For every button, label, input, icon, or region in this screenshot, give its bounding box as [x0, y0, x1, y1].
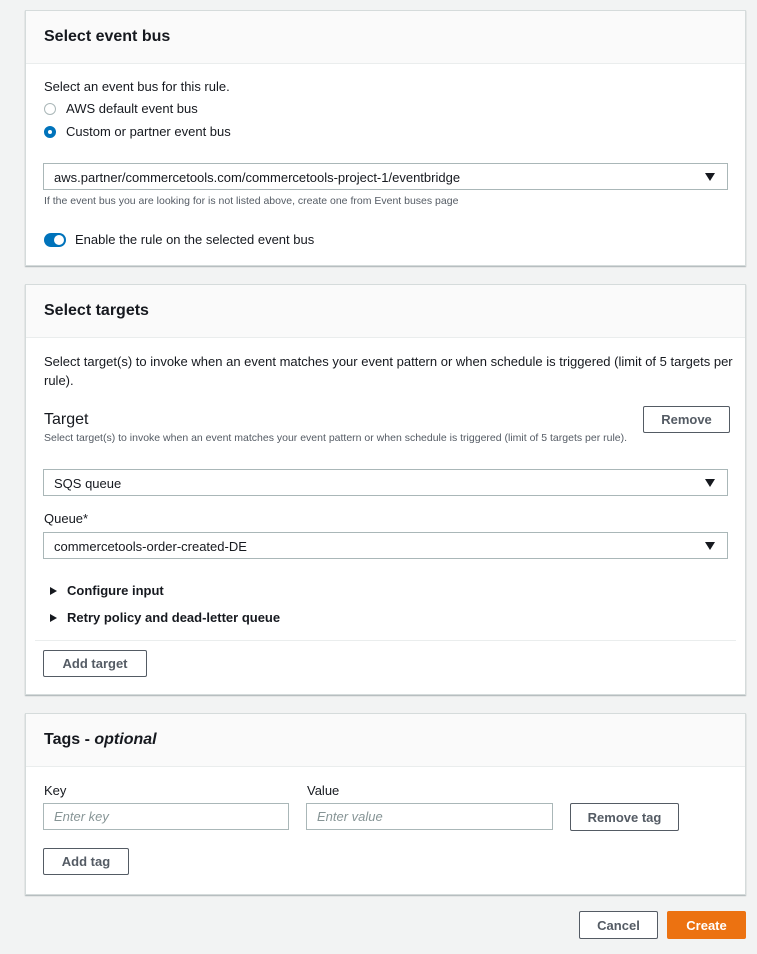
tag-key-label: Key	[44, 783, 67, 798]
targets-divider	[35, 640, 736, 641]
radio-custom-partner-label: Custom or partner event bus	[66, 124, 231, 139]
retry-policy-label: Retry policy and dead-letter queue	[67, 610, 281, 625]
tag-value-input[interactable]	[306, 803, 553, 830]
caret-right-icon	[50, 614, 57, 622]
enable-rule-toggle-label: Enable the rule on the selected event bus	[75, 232, 315, 247]
chevron-down-icon	[705, 542, 715, 550]
event-bus-panel	[25, 10, 746, 266]
radio-aws-default[interactable]	[44, 101, 198, 116]
event-bus-select[interactable]	[43, 163, 728, 190]
create-button[interactable]: Create	[667, 911, 746, 939]
targets-panel-title: Select targets	[26, 285, 745, 338]
target-heading: Target	[44, 411, 89, 428]
target-type-select[interactable]	[43, 469, 728, 496]
event-bus-intro: Select an event bus for this rule.	[44, 79, 230, 94]
tags-panel-title	[26, 714, 745, 767]
enable-rule-toggle[interactable]	[44, 233, 66, 247]
cancel-button[interactable]: Cancel	[579, 911, 658, 939]
caret-right-icon	[50, 587, 57, 595]
remove-target-button[interactable]: Remove	[643, 406, 730, 433]
tag-value-label: Value	[307, 783, 340, 798]
tags-panel	[25, 713, 746, 895]
event-bus-panel-title: Select event bus	[26, 11, 745, 64]
tags-title-text: Tags -	[44, 731, 95, 748]
event-bus-hint: If the event bus you are looking for is not listed above, create one from Event buses page	[44, 195, 459, 207]
chevron-down-icon	[705, 173, 715, 181]
target-type-value: SQS queue	[54, 476, 122, 491]
configure-input-label: Configure input	[67, 583, 164, 598]
targets-intro: Select target(s) to invoke when an event matches your event pattern or when schedule is triggered (limit of 5 targets per rule).	[44, 354, 733, 388]
queue-select[interactable]	[43, 532, 728, 559]
radio-aws-default-label: AWS default event bus	[66, 101, 198, 116]
configure-input-expander[interactable]	[50, 583, 164, 598]
retry-policy-expander[interactable]	[50, 610, 280, 625]
radio-aws-default-circle[interactable]	[44, 103, 56, 115]
queue-select-value: commercetools-order-created-DE	[54, 539, 247, 554]
targets-panel	[25, 284, 746, 695]
chevron-down-icon	[705, 479, 715, 487]
toggle-knob	[54, 235, 64, 245]
tags-title-optional: optional	[94, 731, 157, 748]
target-description: Select target(s) to invoke when an event matches your event pattern or when schedule is triggered (limit of 5 targets per rule).	[44, 432, 628, 444]
add-target-button[interactable]: Add target	[43, 650, 147, 677]
tag-key-input[interactable]	[43, 803, 289, 830]
event-bus-select-value: aws.partner/commercetools.com/commercetools-project-1/eventbridge	[54, 170, 461, 185]
add-tag-button[interactable]: Add tag	[43, 848, 129, 875]
enable-rule-toggle-row[interactable]	[44, 232, 314, 247]
radio-custom-partner-circle[interactable]	[44, 126, 56, 138]
remove-tag-button[interactable]: Remove tag	[570, 803, 679, 831]
radio-custom-partner[interactable]	[44, 124, 231, 139]
queue-label: Queue*	[44, 511, 89, 526]
